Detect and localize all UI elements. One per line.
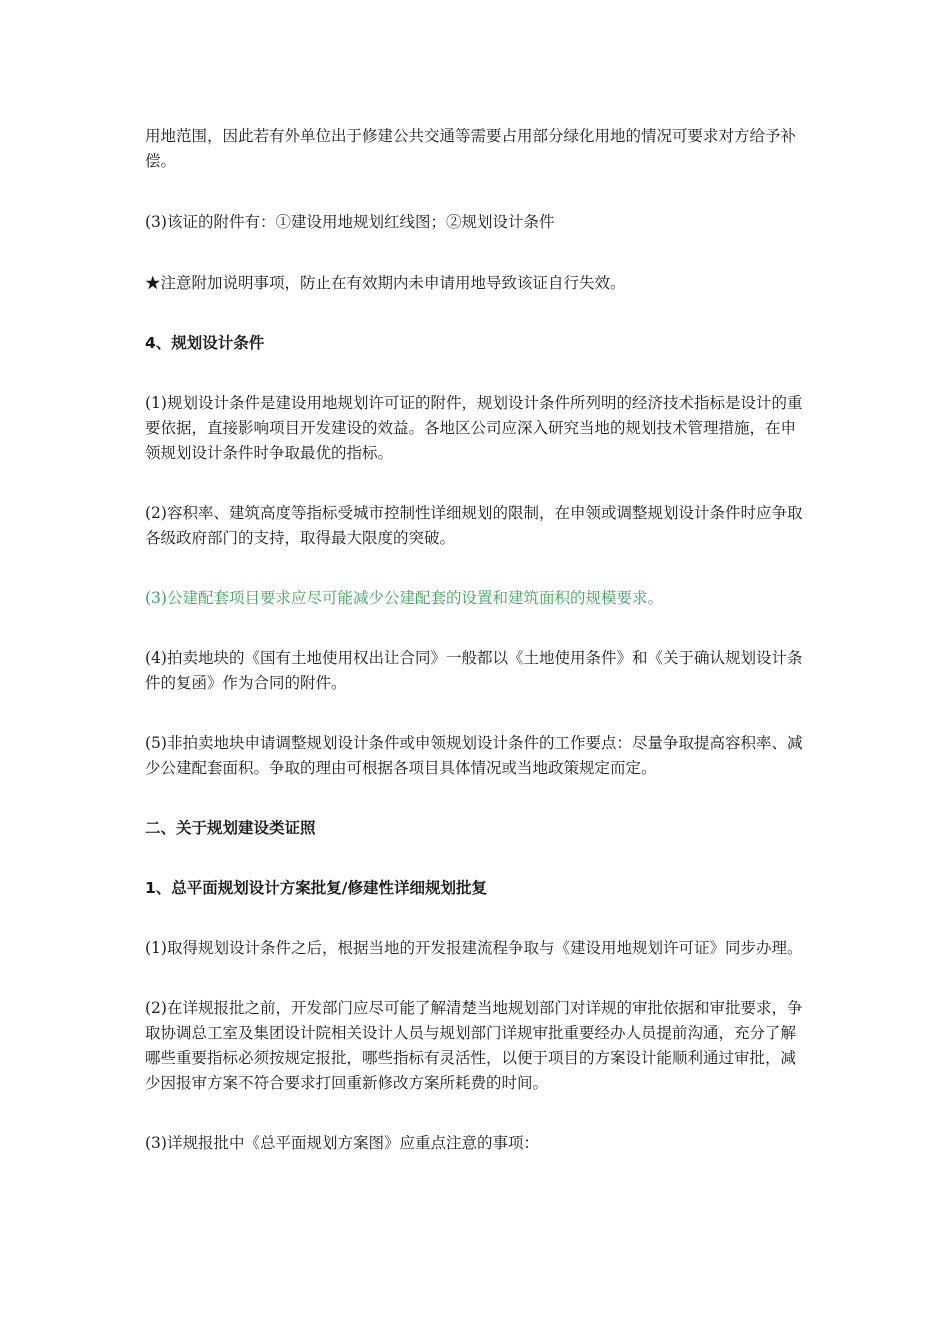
paragraph-planning-conditions-5: (5)非拍卖地块申请调整规划设计条件或申领规划设计条件的工作要点：尽量争取提高容积率、减少公建配套面积。争取的理由可根据各项目具体情况或当地政策规定而定。 <box>145 734 803 777</box>
document-page <box>145 124 810 1156</box>
paragraph-planning-conditions-1: (1)规划设计条件是建设用地规划许可证的附件，规划设计条件所列明的经济技术指标是设计的重要依据，直接影响项目开发建设的效益。各地区公司应深入研究当地的规划技术管理措施，在申领规划设计条件时争取最优的指标。 <box>145 394 803 462</box>
paragraph-master-plan-2: (2)在详规报批之前，开发部门应尽可能了解清楚当地规划部门对详规的审批依据和审批要求，争取协调总工室及集团设计院相关设计人员与规划部门详规审批重要经办人员提前沟通，充分了解哪些重要指标必须按规定报批，哪些指标有灵活性，以便于项目的方案设计能顺利通过审批，减少因报审方案不符合要求打回重新修改方案所耗费的时间。 <box>145 999 803 1092</box>
paragraph-master-plan-1: (1)取得规划设计条件之后，根据当地的开发报建流程争取与《建设用地规划许可证》同步办理。 <box>145 939 803 957</box>
paragraph-planning-conditions-4: (4)拍卖地块的《国有土地使用权出让合同》一般都以《土地使用条件》和《关于确认规划设计条件的复函》作为合同的附件。 <box>145 649 803 692</box>
heading-planning-conditions: 4、规划设计条件 <box>145 334 265 352</box>
heading-master-plan-approval: 1、总平面规划设计方案批复/修建性详细规划批复 <box>145 879 487 897</box>
heading-section-two: 二、关于规划建设类证照 <box>145 819 316 837</box>
paragraph-planning-conditions-3: (3)公建配套项目要求应尽可能减少公建配套的设置和建筑面积的规模要求。 <box>145 589 663 607</box>
paragraph-certificate-attachments: (3)该证的附件有：①建设用地规划红线图；②规划设计条件 <box>145 213 555 231</box>
paragraph-note-validity: ★注意附加说明事项，防止在有效期内未申请用地导致该证自行失效。 <box>145 274 626 292</box>
paragraph-land-use-compensation: 用地范围，因此若有外单位出于修建公共交通等需要占用部分绿化用地的情况可要求对方给予补偿。 <box>145 127 797 170</box>
paragraph-planning-conditions-2: (2)容积率、建筑高度等指标受城市控制性详细规划的限制，在申领或调整规划设计条件时应争取各级政府部门的支持，取得最大限度的突破。 <box>145 504 803 547</box>
paragraph-master-plan-3: (3)详规报批中《总平面规划方案图》应重点注意的事项： <box>145 1134 539 1152</box>
